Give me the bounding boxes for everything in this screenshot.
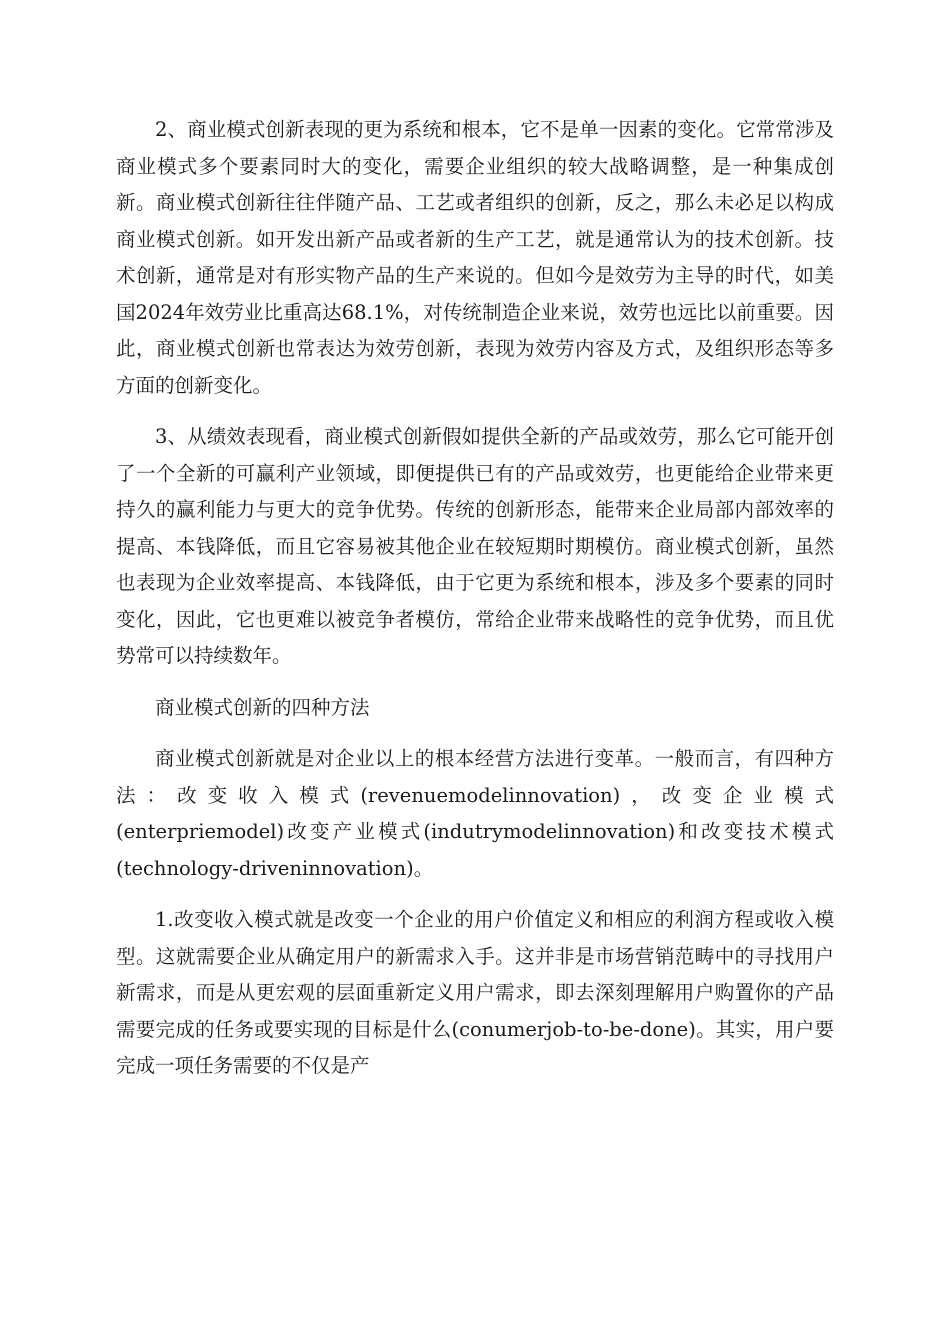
paragraph-point-2: 2、商业模式创新表现的更为系统和根本，它不是单一因素的变化。它常常涉及商业模式多个要素同时大的变化，需要企业组织的较大战略调整，是一种集成创新。商业模式创新往往伴随产品、工艺或者组织的创新，反之，那么未必足以构成商业模式创新。如开发出新产品或者新的生产工艺，就是通常认为的技术创新。技术创新，通常是对有形实物产品的生产来说的。但如今是效劳为主导的时代，如美国2024年效劳业比重高达68.1%，对传统制造企业来说，效劳也远比以前重要。因此，商业模式创新也常表达为效劳创新，表现为效劳内容及方式，及组织形态等多方面的创新变化。 [116,118,834,397]
section-heading: 商业模式创新的四种方法 [155,695,370,719]
paragraph-four-methods-intro: 商业模式创新就是对企业以上的根本经营方法进行变革。一般而言，有四种方法：改变收入模式(revenuemodelinnovation)，改变企业模式(enterpriemodel)改变产业模式(indutrymodelinnovation)和改变技术模式(technology-driveninnovation)。 [116,747,834,880]
document-page [116,112,834,1100]
paragraph-method-1: 1.改变收入模式就是改变一个企业的用户价值定义和相应的利润方程或收入模型。这就需要企业从确定用户的新需求入手。这并非是市场营销范畴中的寻找用户新需求，而是从更宏观的层面重新定义用户需求，即去深刻理解用户购置你的产品需要完成的任务或要实现的目标是什么(conumerjob-to-be-done)。其实，用户要完成一项任务需要的不仅是产 [116,908,834,1077]
paragraph-point-3: 3、从绩效表现看，商业模式创新假如提供全新的产品或效劳，那么它可能开创了一个全新的可赢利产业领域，即便提供已有的产品或效劳，也更能给企业带来更持久的赢利能力与更大的竞争优势。传统的创新形态，能带来企业局部内部效率的提高、本钱降低，而且它容易被其他企业在较短期时期模仿。商业模式创新，虽然也表现为企业效率提高、本钱降低，由于它更为系统和根本，涉及多个要素的同时变化，因此，它也更难以被竞争者模仿，常给企业带来战略性的竞争优势，而且优势常可以持续数年。 [116,425,834,667]
